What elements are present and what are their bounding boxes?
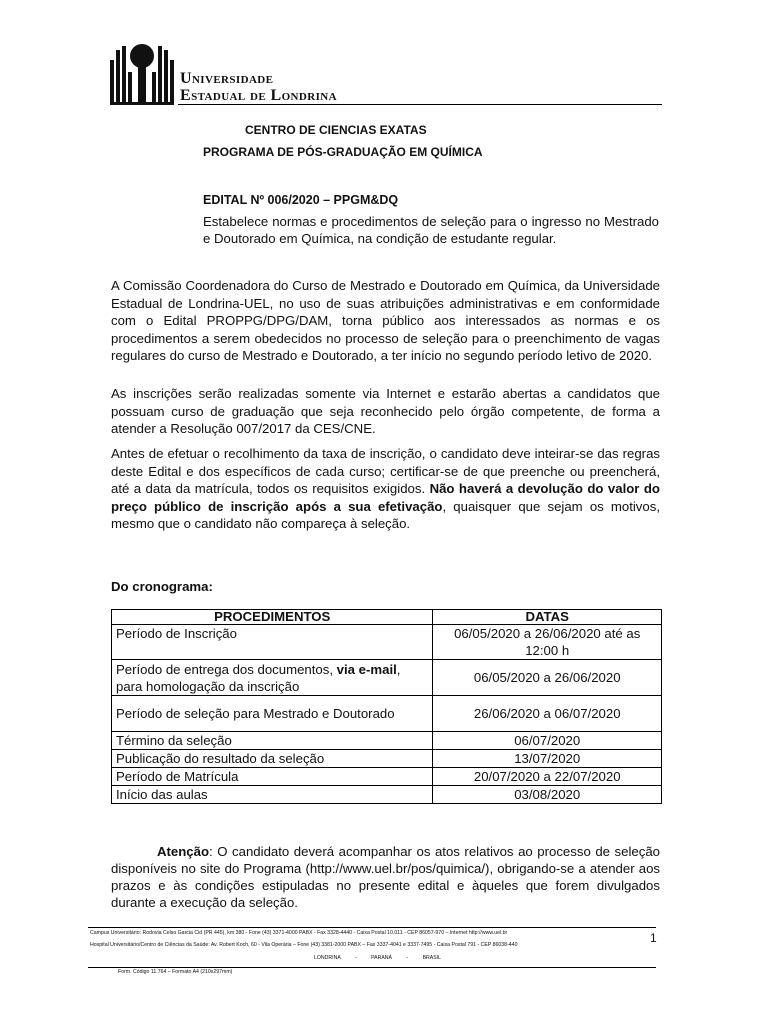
page-number: 1 xyxy=(650,931,657,945)
fee-text-a: Antes de efetuar o recolhimento da taxa de inscrição, o candidato deve inteirar-se das regras deste Edital e dos específicos de cada curso; certificar-se de que preenche ou preencherá, até a data da matrícula, todos os requisitos exigidos. xyxy=(111,446,660,496)
row-procedure: Publicação do resultado da seleção xyxy=(112,750,433,768)
table-row xyxy=(112,750,662,768)
fee-warning-bold: Não haverá a devolução do valor do preço público de inscrição após a sua efetivação xyxy=(111,481,660,514)
schedule-heading: Do cronograma: xyxy=(111,579,213,594)
row-date: 26/06/2020 a 06/07/2020 xyxy=(433,696,662,732)
university-name-line2: Estadual de Londrina xyxy=(180,87,337,104)
footer-divider xyxy=(88,927,656,928)
edital-description: Estabelece normas e procedimentos de seleção para o ingresso no Mestrado e Doutorado em Química, na condição de estudante regular. xyxy=(203,214,659,246)
schedule-table xyxy=(111,609,662,804)
row-procedure: Início das aulas xyxy=(112,786,433,804)
attention-paragraph xyxy=(111,843,660,911)
edital-title: EDITAL Nº 006/2020 – PPGM&DQ xyxy=(203,193,399,207)
row-date: 06/05/2020 a 26/06/2020 até as 12:00 h xyxy=(433,625,662,660)
header-datas: DATAS xyxy=(433,610,662,625)
footer-divider-bottom xyxy=(88,967,656,968)
table-row xyxy=(112,786,662,804)
university-name-line1: Universidade xyxy=(180,70,274,87)
uel-logo xyxy=(108,42,178,106)
center-title: CENTRO DE CIENCIAS EXATAS xyxy=(245,123,427,137)
row-procedure-bold: via e-mail xyxy=(336,661,397,677)
table-row xyxy=(112,768,662,786)
row-date: 13/07/2020 xyxy=(433,750,662,768)
row-procedure-text: Período de entrega dos documentos, xyxy=(116,661,337,677)
footer-hospital-address: Hospital Universitário/Centro de Ciências da Saúde: Av. Robert Koch, 60 - Vila Operária – Fone (43) 3381-2000 PABX – Fax 3337-4041 e 3337-7495 - Caixa Postal 791 - CEP 86038-440 xyxy=(90,942,518,948)
table-row xyxy=(112,732,662,750)
attention-text: : O candidato deverá acompanhar os atos relativos ao processo de seleção disponíveis no site do Programa (http://www.uel.br/pos/quimica/), obrigando-se a atender aos prazos e às condições estipuladas no presente edital e àqueles que forem divulgados durante a execução da seleção. xyxy=(111,844,660,910)
program-title: PROGRAMA DE PÓS-GRADUAÇÃO EM QUÍMICA xyxy=(203,145,483,159)
fee-text-c: , quaisquer que sejam os motivos, mesmo que o candidato não compareça à seleção. xyxy=(111,498,660,531)
form-code: Form. Código 11.764 – Formato A4 (210x297mm) xyxy=(118,969,233,975)
row-procedure-text-end: , para homologação da inscrição xyxy=(116,661,401,694)
footer-city: LONDRINA - PARANÁ - BRASIL xyxy=(314,955,442,961)
header-divider xyxy=(178,104,662,105)
row-date: 20/07/2020 a 22/07/2020 xyxy=(433,768,662,786)
row-procedure: Período de Inscrição xyxy=(112,625,433,660)
row-procedure xyxy=(112,660,433,696)
paragraph-registration: As inscrições serão realizadas somente via Internet e estarão abertas a candidatos que possuam curso de graduação que seja reconhecido pelo órgão competente, de forma a atender a Resolução 007/2017 da CES/CNE. xyxy=(111,386,660,436)
row-procedure: Término da seleção xyxy=(112,732,433,750)
row-procedure: Período de seleção para Mestrado e Doutorado xyxy=(112,696,433,732)
footer-campus-address: Campus Universitário: Rodovia Celso Garcia Cid (PR 445), km 380 - Fone (43) 3371-4000 PABX - Fax 3328-4440 - Caixa Postal 10.011 - CEP 86057-970 – Internet http://www.uel.br xyxy=(90,930,508,936)
header-procedimentos: PROCEDIMENTOS xyxy=(112,610,433,625)
table-row xyxy=(112,696,662,732)
table-header-row xyxy=(112,610,662,625)
row-date: 03/08/2020 xyxy=(433,786,662,804)
table-row xyxy=(112,625,662,660)
row-date: 06/05/2020 a 26/06/2020 xyxy=(433,660,662,696)
row-procedure: Período de Matrícula xyxy=(112,768,433,786)
row-date: 06/07/2020 xyxy=(433,732,662,750)
paragraph-commission: A Comissão Coordenadora do Curso de Mestrado e Doutorado em Química, da Universidade Estadual de Londrina-UEL, no uso de suas atribuições administrativas e em conformidade com o Edital PROPPG/DPG/DAM, torna público aos interessados as normas e os procedimentos a serem obedecidos no processo de seleção para o preenchimento de vagas regulares do curso de Mestrado e Doutorado, a ter início no segundo período letivo de 2020. xyxy=(111,278,660,363)
attention-label: Atenção xyxy=(157,844,210,859)
paragraph-fee xyxy=(111,445,660,533)
table-row xyxy=(112,660,662,696)
